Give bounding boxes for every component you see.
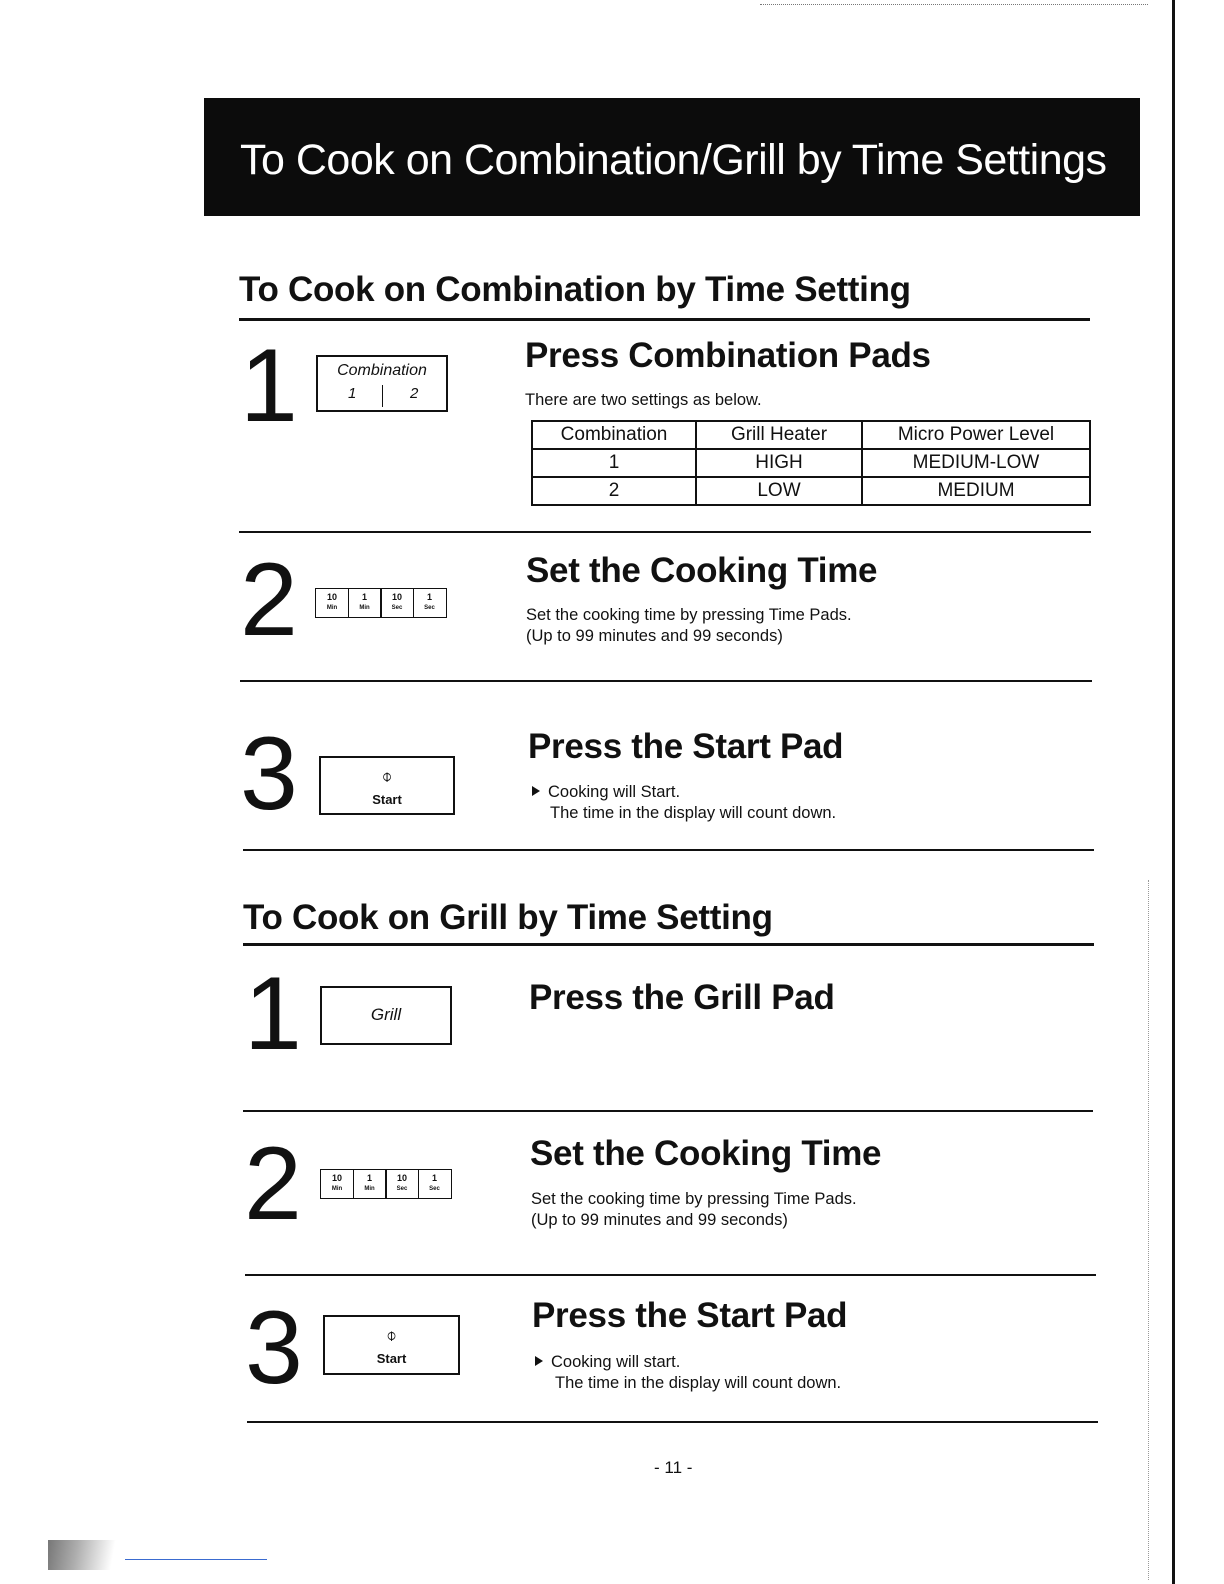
combination-pad-label: Combination xyxy=(337,362,427,379)
table-header: Grill Heater xyxy=(696,421,862,449)
page-banner xyxy=(204,98,1140,216)
section-underline xyxy=(243,943,1094,946)
table-cell: 2 xyxy=(532,477,696,505)
step-text-line: (Up to 99 minutes and 99 seconds) xyxy=(531,1211,788,1229)
step-number: 3 xyxy=(245,1290,303,1406)
start-pad-label: Start xyxy=(376,1351,407,1366)
step-number: 3 xyxy=(240,716,298,832)
time-pad-1-min: 1 Min xyxy=(348,588,382,618)
table-cell: MEDIUM-LOW xyxy=(862,449,1090,477)
table-header: Micro Power Level xyxy=(862,421,1090,449)
start-symbol-icon: ⌽ xyxy=(381,766,393,786)
time-pad-10-sec: 10 Sec xyxy=(380,588,414,618)
time-pads xyxy=(315,588,445,618)
scan-edge-line xyxy=(760,4,1148,5)
section-heading-grill: To Cook on Grill by Time Setting xyxy=(243,898,773,937)
step-title: Press Combination Pads xyxy=(525,336,931,375)
time-pad-1-sec: 1 Sec xyxy=(413,588,447,618)
step-text-line: The time in the display will count down. xyxy=(550,804,837,822)
table-cell: 1 xyxy=(532,449,696,477)
step-bullet-line: Cooking will Start. xyxy=(532,782,680,803)
pad-divider xyxy=(382,385,383,407)
combination-pad-1: 1 xyxy=(348,385,357,402)
step-text-line: Set the cooking time by pressing Time Pads. xyxy=(531,1190,857,1208)
step-number: 1 xyxy=(244,956,302,1072)
step-title: Set the Cooking Time xyxy=(526,551,878,590)
scan-smudge xyxy=(48,1540,118,1570)
time-pad-1-min: 1 Min xyxy=(353,1169,387,1199)
page-number: - 11 - xyxy=(654,1458,693,1477)
step-divider xyxy=(243,849,1094,851)
step-text-line: Set the cooking time by pressing Time Pads. xyxy=(526,606,852,624)
page-title: To Cook on Combination/Grill by Time Settings xyxy=(240,136,1107,184)
combination-settings-table xyxy=(531,420,1091,506)
start-pad xyxy=(323,1315,460,1375)
table-row xyxy=(532,449,1090,477)
combination-pad-2: 2 xyxy=(410,385,419,402)
section-heading-combination: To Cook on Combination by Time Setting xyxy=(239,270,911,309)
step-divider xyxy=(245,1274,1096,1276)
time-pad-10-min: 10 Min xyxy=(320,1169,354,1199)
section-underline xyxy=(239,318,1090,321)
combination-pad xyxy=(316,355,448,412)
step-divider xyxy=(239,531,1091,533)
time-pad-1-sec: 1 Sec xyxy=(418,1169,452,1199)
step-title: Press the Start Pad xyxy=(528,727,844,766)
step-bullet-line: Cooking will start. xyxy=(535,1352,680,1373)
step-number: 2 xyxy=(244,1126,302,1242)
scan-right-edge xyxy=(1172,0,1175,1584)
time-pad-10-sec: 10 Sec xyxy=(385,1169,419,1199)
step-divider xyxy=(240,680,1092,682)
step-divider xyxy=(247,1421,1098,1423)
start-symbol-icon: ⌽ xyxy=(386,1325,397,1345)
table-header-row xyxy=(532,421,1090,449)
time-pad-10-min: 10 Min xyxy=(315,588,349,618)
bullet-icon xyxy=(532,786,540,796)
step-text-line: The time in the display will count down. xyxy=(555,1374,842,1392)
table-cell: LOW xyxy=(696,477,862,505)
grill-pad-label: Grill xyxy=(370,1005,402,1024)
bullet-icon xyxy=(535,1356,543,1366)
table-cell: HIGH xyxy=(696,449,862,477)
start-pad xyxy=(319,756,455,815)
table-header: Combination xyxy=(532,421,696,449)
scan-margin-dots xyxy=(1148,880,1149,1580)
step-number: 2 xyxy=(240,542,298,658)
time-pads xyxy=(320,1169,450,1199)
table-cell: MEDIUM xyxy=(862,477,1090,505)
table-row xyxy=(532,477,1090,505)
grill-pad xyxy=(320,986,452,1045)
scan-blue-line xyxy=(125,1559,267,1560)
step-title: Set the Cooking Time xyxy=(530,1134,882,1173)
step-text: There are two settings as below. xyxy=(525,391,762,409)
step-text-line: (Up to 99 minutes and 99 seconds) xyxy=(526,627,783,645)
step-title: Press the Grill Pad xyxy=(529,978,835,1017)
step-number: 1 xyxy=(240,328,298,444)
start-pad-label: Start xyxy=(372,792,402,807)
step-divider xyxy=(243,1110,1093,1112)
step-title: Press the Start Pad xyxy=(532,1296,848,1335)
